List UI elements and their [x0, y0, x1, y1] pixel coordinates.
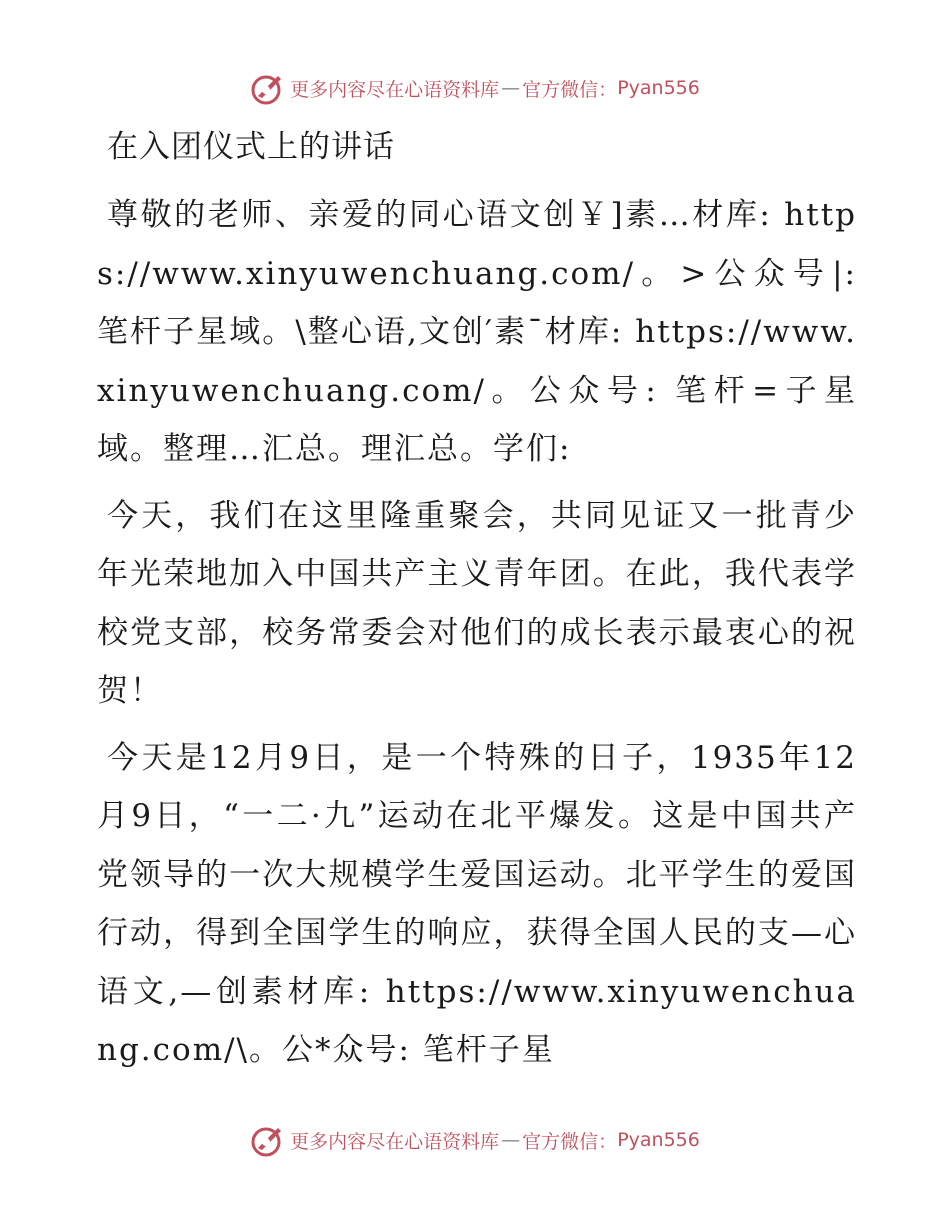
footer-watermark-banner: [0, 1120, 950, 1160]
header-watermark-banner: [0, 68, 950, 108]
document-body: [97, 118, 857, 1080]
banner-label-text: 官方微信：: [522, 1130, 618, 1153]
document-title: 在入团仪式上的讲话: [107, 129, 395, 165]
quill-logo-icon: [250, 70, 286, 106]
paragraph-greeting: 尊敬的老师、亲爱的同心语文创￥]素…材库: https://www.xinyuwenchuang.com/。>公众号|: 笔杆子星域。\整心语,文创′素¯材库: https://www.xinyuwenchuang.com/。公众号: 笔杆=子星域。整理…汇总。理汇总。学们:: [97, 197, 857, 467]
banner-separator: —: [501, 77, 521, 99]
banner-label-text: 官方微信：: [522, 78, 618, 101]
banner-wechat-id: Pyan556: [617, 1129, 700, 1151]
paragraph-history: 今天是12月9日，是一个特殊的日子，1935年12月9日，“一二·九”运动在北平爆发。这是中国共产党领导的一次大规模学生爱国运动。北平学生的爱国行动，得到全国学生的响应，获得全国人民的支—心语文,—创素材库: https://www.xinyuwenchuang.com/\。公*众号: 笔杆子星: [97, 739, 857, 1068]
banner-separator: —: [501, 1129, 521, 1151]
banner-brand-text: 更多内容尽在心语资料库: [290, 1130, 500, 1153]
banner-brand-text: 更多内容尽在心语资料库: [290, 78, 500, 101]
paragraph-welcome: 今天，我们在这里隆重聚会，共同见证又一批青少年光荣地加入中国共产主义青年团。在此，我代表学校党支部，校务常委会对他们的成长表示最衷心的祝贺！: [97, 497, 857, 709]
banner-wechat-id: Pyan556: [617, 77, 700, 99]
quill-logo-icon: [250, 1122, 286, 1158]
